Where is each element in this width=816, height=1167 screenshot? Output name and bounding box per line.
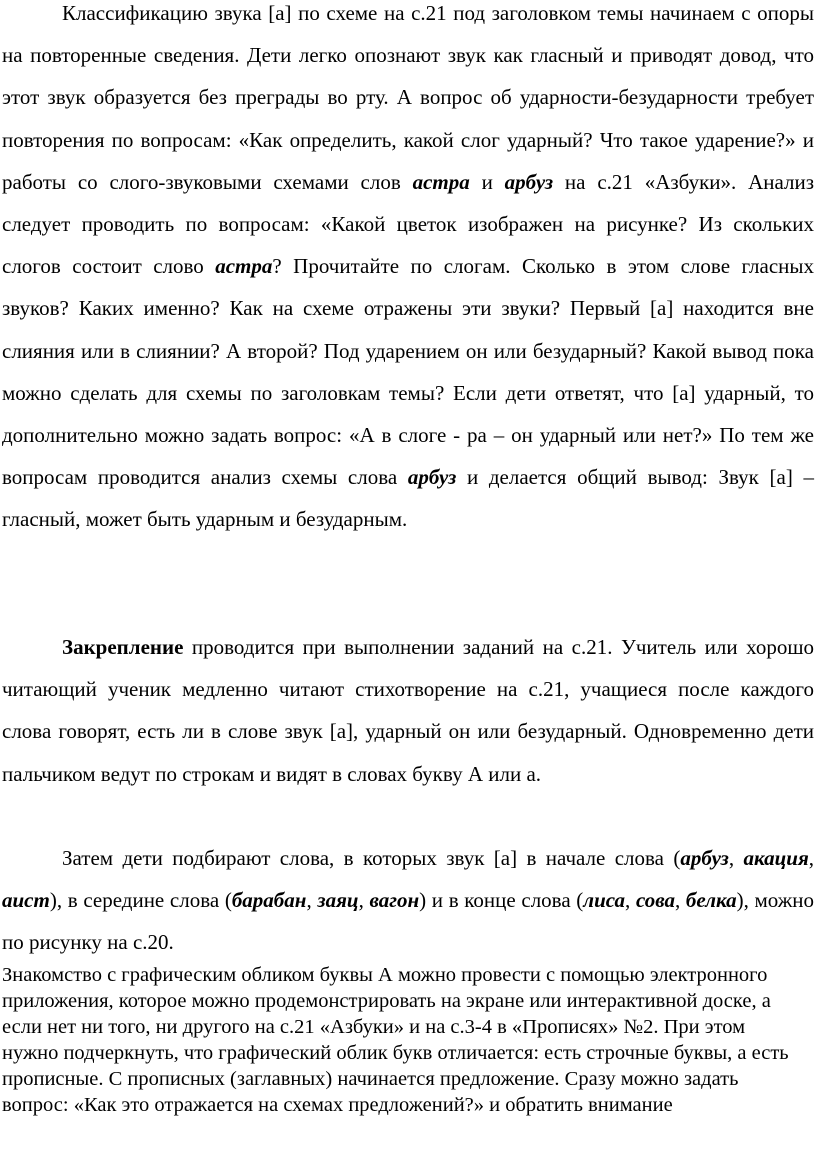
example-word: аист <box>2 888 50 913</box>
text-run: Классификацию звука [а] по схеме на с.21 под заголовком темы начинаем с опоры на повторенные сведения. Дети легко опознают звук как гласный и приводят довод, что этот звук образуется без преграды во рту. А вопрос об ударности-безударности требует повторения по вопросам: «Как определить, какой слог ударный? Что такое ударение?» и работы со слого-звуковыми схемами слов <box>2 1 814 194</box>
example-word: акация <box>743 846 809 870</box>
example-word: вагон <box>369 888 420 913</box>
text-run: проводится при выполнении заданий на с.21. Учитель или хорошо читающий ученик медленно читают стихотворение на с.21, учащиеся после каждого слова говорят, есть ли в слове звук [а], ударный он или безударный. Одновременно дети пальчиком ведут по строкам и видят в словах букву А или а. <box>2 635 814 786</box>
example-word: сова <box>635 888 675 913</box>
example-word: заяц <box>317 888 359 913</box>
paragraph-reinforcement <box>0 626 816 795</box>
text-run: и делается общий вывод: Звук [а] – гласный, может быть ударным и безударным. <box>2 465 814 532</box>
text-run: и <box>469 169 505 194</box>
word-arbuz: арбуз <box>407 465 457 490</box>
separator: , <box>306 888 318 913</box>
text-run: ? Прочитайте по слогам. Сколько в этом слове гласных звуков? Каких именно? Как на схеме отражены эти звуки? Первый [а] находится вне слияния или в слиянии? А второй? Под ударением он или безударный? Какой вывод пока можно сделать для схемы по заголовкам темы? Если дети ответят, что [а] ударный, то дополнительно можно задать вопрос: «А в слоге - ра – он ударный или нет?» По тем же вопросам проводится анализ схемы слова <box>2 254 815 490</box>
paragraph-graphic-form: Знакомство с графическим обликом буквы А можно провести с помощью электронного приложения, которое можно продемонстрировать на экране или интерактивной доске, а если нет ни того, ни другого на с.21 «Азбуки» и на с.3-4 в «Прописях» №2. При этом нужно подчеркнуть, что графический облик букв отличается: есть строчные буквы, а есть прописные. С прописных (заглавных) начинается предложение. Сразу можно задать вопрос: «Как это отражается на схемах предложений?» и обратить внимание <box>2 964 789 1116</box>
separator: , <box>728 846 744 870</box>
text-run: ) и в конце слова ( <box>419 888 584 913</box>
example-word: барабан <box>231 888 307 913</box>
text-run: Затем дети подбирают слова, в которых звук [а] в начале слова ( <box>62 846 681 870</box>
separator: , <box>358 888 370 913</box>
separator: , <box>625 888 636 913</box>
separator: , <box>675 888 686 913</box>
word-astra: астра <box>412 169 470 194</box>
word-astra: астра <box>215 254 273 279</box>
text-run: ), можно по рисунку на с.20. <box>2 888 815 955</box>
bold-lead-word: Закрепление <box>62 635 184 659</box>
paragraph-word-selection <box>0 837 816 964</box>
text-run: на с.21 «Азбуки». Анализ следует проводить по вопросам: «Какой цветок изображен на рисунке? Из скольких слогов состоит слово <box>2 169 815 279</box>
example-word: арбуз <box>680 846 729 870</box>
separator: , <box>808 846 815 870</box>
paragraph-sound-classification <box>0 0 816 541</box>
example-word: белка <box>685 888 737 913</box>
word-arbuz: арбуз <box>504 169 554 194</box>
example-word: лиса <box>583 888 626 913</box>
text-run: ), в середине слова ( <box>49 888 232 913</box>
